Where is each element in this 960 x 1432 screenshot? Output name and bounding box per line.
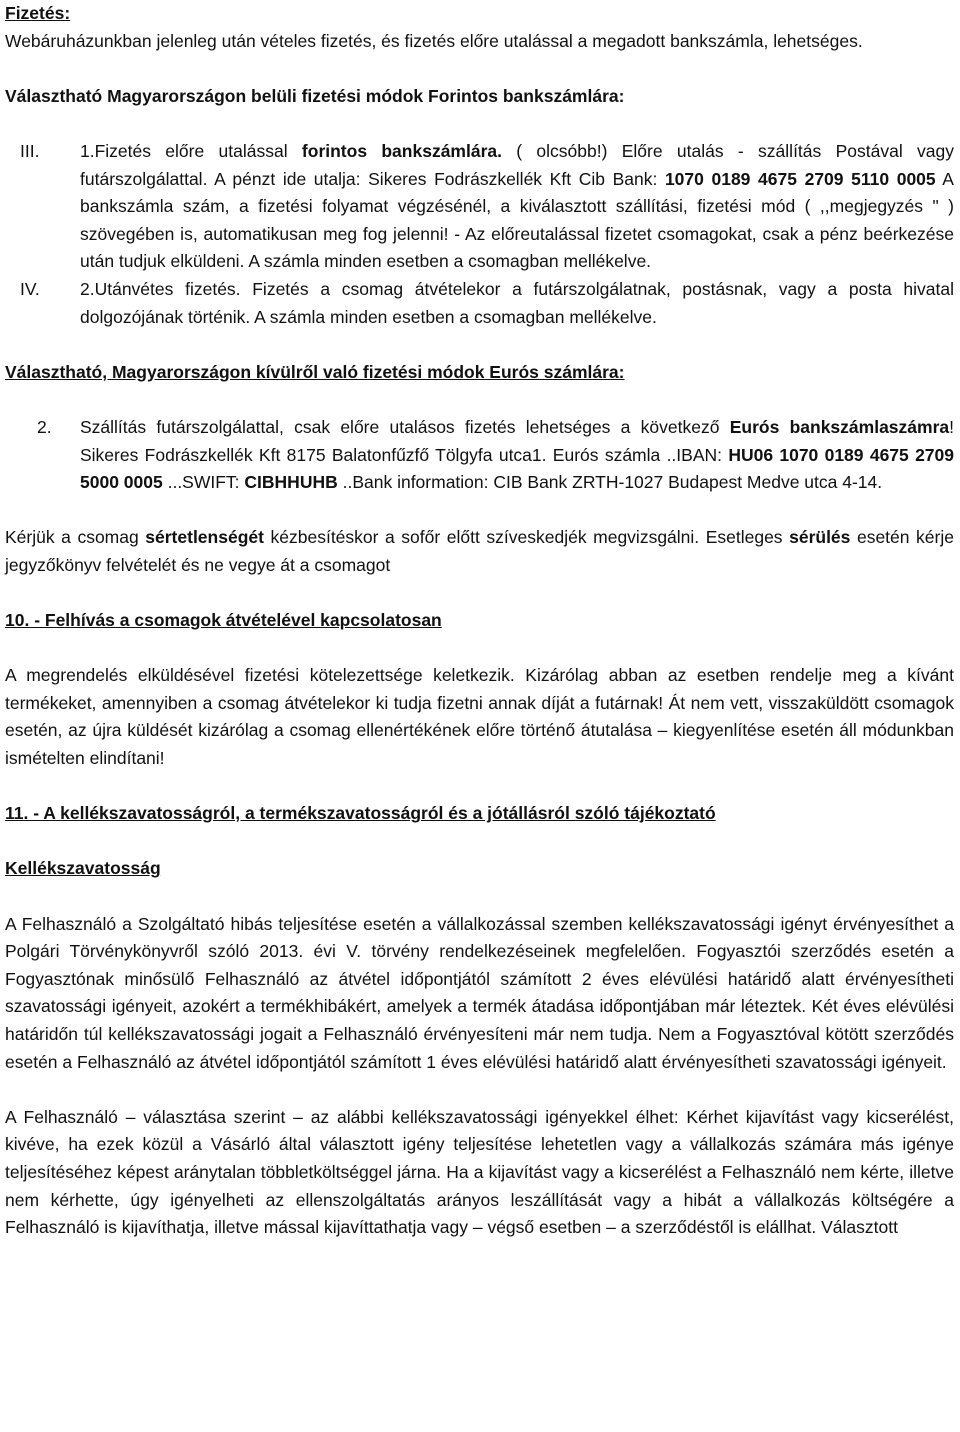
list-item-cash-on-delivery [5, 276, 954, 331]
warranty-paragraph-2: A Felhasználó – választása szerint – az alábbi kellékszavatossági igényekkel élhet: Kérhet kijavítást vagy kicserélést, kivéve, ha ezek közül a Vásárló által választott igény teljesítése lehetetlen vagy a vállalkozás számára más igénye teljesítéséhez képest aránytalan többletköltséggel járna. Ha a kijavítást vagy a kicserélést a Felhasználó nem kérte, illetve nem kérhette, úgy igényelheti az ellenszolgáltatás arányos leszállítását vagy a hibát a vállalkozás költségére a Felhasználó is kijavíthatja, illetve mással kijavíttathatja vagy – végső esetben – a szerződéstől is elállhat. Választott [5, 1106, 954, 1238]
bold-run: sérülés [789, 527, 851, 548]
item-text: ...SWIFT: [162, 472, 245, 493]
swift-code: CIBHHUHB [244, 472, 338, 493]
item-text: Szállítás futárszolgálattal, csak előre utalásos fizetés lehetséges a következő [80, 416, 730, 437]
section-11-heading: 11. - A kellékszavatosságról, a termékszavatosságról és a jótállásról szóló tájékoztató [5, 803, 716, 824]
list-marker: IV. [20, 278, 40, 299]
item-text: ! Sikeres Fodrászkellék Kft 8175 Balatonfűzfő Tölgyfa utca1. Eurós számla ..IBAN: [80, 416, 954, 465]
item-bold: forintos bankszámlára. [301, 140, 502, 161]
bold-run: sértetlenségét [145, 527, 264, 548]
list-marker: III. [20, 140, 40, 161]
foreign-heading: Választható, Magyarországon kívülről való fizetési módok Eurós számlára: [5, 361, 625, 382]
section-10-heading: 10. - Felhívás a csomagok átvételével kapcsolatosan [5, 610, 442, 631]
item-text: ( olcsóbb!) Előre utalás - szállítás Postával vagy futárszolgálattal. A pénzt ide utalja: Sikeres Fodrászkellék Kft Cib Bank: [80, 140, 954, 189]
item-bold: Eurós bankszámlaszámra [729, 416, 950, 437]
list-marker: 2. [37, 416, 52, 437]
item-text: ..Bank information: CIB Bank ZRTH-1027 Budapest Medve utca 4-14. [337, 472, 883, 493]
domestic-heading: Választható Magyarországon belüli fizetési módok Forintos bankszámlára: [5, 85, 625, 106]
payment-heading: Fizetés: [5, 3, 71, 23]
list-item-euro-transfer [5, 414, 954, 497]
list-item-forint-transfer [5, 138, 954, 276]
warranty-subheading: Kellékszavatosság [5, 858, 161, 879]
bank-account-number: 1070 0189 4675 2709 5110 0005 [664, 168, 936, 189]
iban-number: HU06 1070 0189 4675 2709 5000 0005 [80, 444, 954, 493]
inspection-paragraph [5, 524, 954, 579]
warranty-paragraph-1: A Felhasználó a Szolgáltató hibás teljesítése esetén a vállalkozással szemben kellékszavatossági igényt érvényesíthet a Polgári Törvénykönyvről szóló 2013. évi V. törvény rendelkezéseinek megfelelően. Fogyasztói szerződés esetén a Fogyasztónak minősülő Felhasználó az átvétel időpontjától számított 2 éves elévülési határidő alatt érvényesítheti szavatossági igényeit, azokért a termékhibákért, amelyek a termék átadása időpontjában már léteztek. Két éves elévülési határidőn túl kellékszavatossági jogait a Felhasználó érvényesíteni már nem tudja. Nem a Fogyasztóval kötött szerződés esetén a Felhasználó az átvétel időpontjától számított 1 éves elévülési határidő alatt érvényesítheti szavatossági igényeit. [5, 913, 954, 1072]
item-text: A bankszámla szám, a fizetési folyamat végzésénél, a kiválasztott szállítási, fizetési mód ( ,,megjegyzés " ) szövegében is, automatikusan meg fog jelenni! - Az előreutalással fizetet csomagokat, csak a pénz beérkezése után tudjuk elküldeni. A számla minden esetben a csomagban mellékelve. [80, 168, 954, 272]
payment-intro: Webáruházunkban jelenleg után vételes fizetés, és fizetés előre utalással a megadott bankszámla, lehetséges. [5, 30, 863, 51]
text-run: kézbesítéskor a sofőr előtt szíveskedjék megvizsgálni. Esetleges [263, 527, 790, 548]
item-text: 1.Fizetés előre utalással [80, 140, 302, 161]
text-run: esetén kérje jegyzőkönyv felvételét és ne vegye át a csomagot [5, 527, 954, 575]
text-run: Kérjük a csomag [5, 527, 146, 548]
section-10-text: A megrendelés elküldésével fizetési kötelezettsége keletkezik. Kizárólag abban az esetben rendelje meg a kívánt termékeket, amennyiben a csomag átvételekor ki tudja fizetni annak díját a futárnak! Át nem vett, visszaküldött csomagok esetén, az újra küldését kizárólag a csomag ellenértékének előre történő átutalása – kiegyenlítése esetén áll módunkban ismételten elindítani! [5, 665, 954, 769]
item-text: 2.Utánvétes fizetés. Fizetés a csomag átvételekor a futárszolgálatnak, postásnak, vagy a posta hivatal dolgozójának történik. A számla minden esetben a csomagban mellékelve. [80, 278, 954, 327]
